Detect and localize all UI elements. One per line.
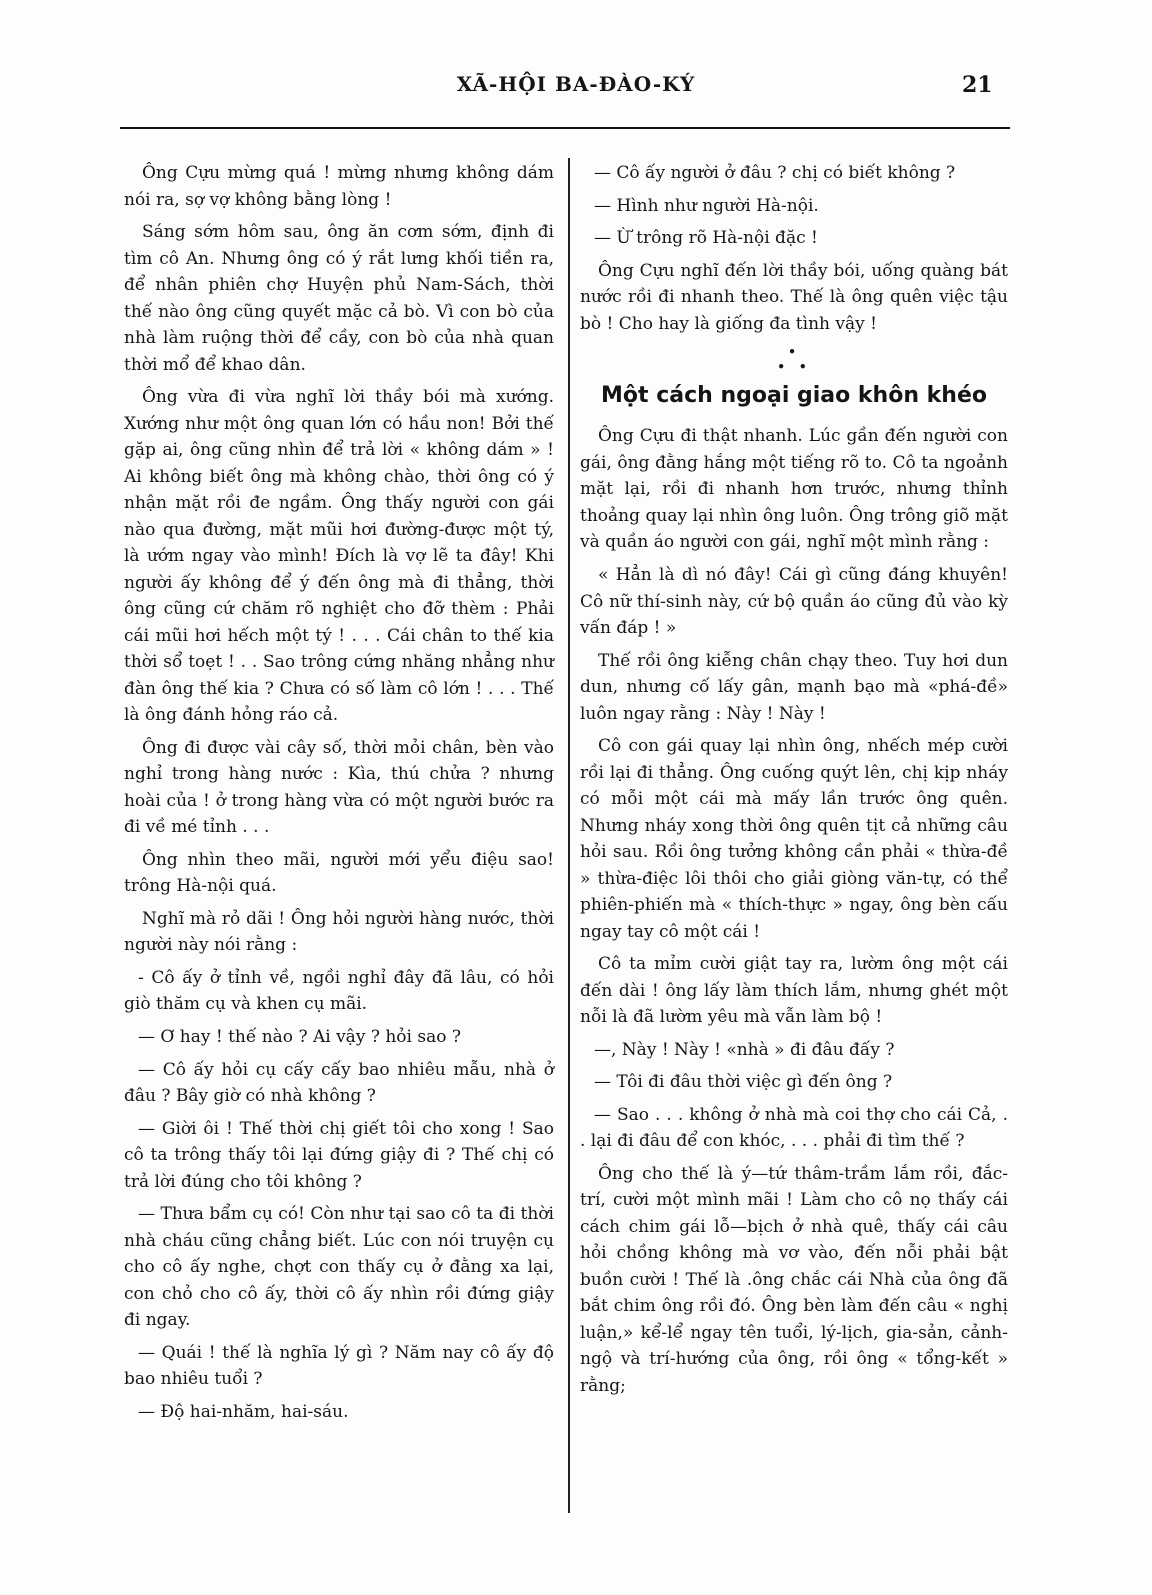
paragraph: Sáng sớm hôm sau, ông ăn cơm sớm, định đi tìm cô An. Nhưng ông có ý rắt lưng khối tiền ra, để nhân phiên chợ Huyện phủ Nam-Sách, thời thế nào ông cũng quyết mặc cả bò. Vì con bò của nhà làm ruộng thời để cầy, con bò của nhà quan thời mổ để khao dân. xyxy=(124,222,554,375)
dialogue-line: — Ơ hay ! thế nào ? Ai vậy ? hỏi sao ? xyxy=(138,1026,461,1047)
dialogue-line: — Độ hai-nhăm, hai-sáu. xyxy=(138,1401,349,1422)
paragraph: « Hẳn là dì nó đây! Cái gì cũng đáng khuyên! Cô nữ thí-sinh này, cứ bộ quần áo cũng đủ vào kỳ vấn đáp ! » xyxy=(580,564,1008,639)
header-rule xyxy=(120,127,1010,129)
paragraph: Ông cho thế là ý—tứ thâm-trầm lắm rồi, đắc-trí, cười một mình mãi ! Làm cho cô nọ thấy cái cách chim gái lỗ—bịch ở nhà quê, thấy cái câu hỏi chồng không mà vơ vào, đến nỗi phải bật buồn cười ! Thế là .ông chắc cái Nhà của ông đã bắt chim ông rồi đó. Ông bèn làm đến câu « nghị luận,» kể-lể ngay tên tuổi, lý-lịch, gia-sản, cảnh-ngộ và trí-hướng của ông, rồi ông « tổng-kết » rằng; xyxy=(580,1163,1008,1396)
dialogue-line: — Sao . . . không ở nhà mà coi thợ cho cái Cả, . . lại đi đâu để con khóc, . . . phải đi tìm thế ? xyxy=(580,1104,1008,1152)
paragraph: Cô con gái quay lại nhìn ông, nhếch mép cười rồi lại đi thẳng. Ông cuống quýt lên, chị kịp nháy có mỗi một cái mà mấy lần trước ông quên. Nhưng nháy xong thời ông quên tịt cả những câu hỏi sau. Rồi ông tưởng không cần phải « thừa-đề » thừa-điệc lôi thôi cho giải giòng văn-tự, có thể phiên-phiến mà « thích-thực » ngay, ông bèn cấu ngay tay cô một cái ! xyxy=(580,736,1008,942)
paragraph: Ông Cựu nghĩ đến lời thầy bói, uống quàng bát nước rồi đi nhanh theo. Thế là ông quên việc tậu bò ! Cho hay là giống đa tình vậy ! xyxy=(580,260,1008,334)
dialogue-line: — Thưa bẩm cụ có! Còn như tại sao cô ta đi thời nhà cháu cũng chẳng biết. Lúc con nói truyện cụ cho cô ấy nghe, chợt con thấy cụ ở đằng xa lại, con chỏ cho cô ấy, thời cô ấy nhìn rồi đứng giậy đi ngay. xyxy=(124,1204,554,1331)
dialogue-line: — Giời ôi ! Thế thời chị giết tôi cho xong ! Sao cô ta trông thấy tôi lại đứng giậy đi ? Thế chị có trả lời đúng cho tôi không ? xyxy=(124,1118,554,1192)
running-head-title: XÃ-HỘI BA-ĐÀO-KÝ xyxy=(456,72,696,96)
paragraph: Ông Cựu mừng quá ! mừng nhưng không dám nói ra, sợ vợ không bằng lòng ! xyxy=(124,163,554,210)
dialogue-line: — Cô ấy hỏi cụ cấy cấy bao nhiêu mẫu, nhà ở đâu ? Bây giờ có nhà không ? xyxy=(124,1059,554,1107)
right-column xyxy=(580,160,1008,1405)
dialogue-line: — Tôi đi đâu thời việc gì đến ông ? xyxy=(594,1072,893,1093)
paragraph: Ông đi được vài cây số, thời mỏi chân, bèn vào nghỉ trong hàng nước : Kìa, thú chửa ? nhưng hoài của ! ở trong hàng vừa có một người bước ra đi về mé tỉnh . . . xyxy=(124,737,554,838)
dialogue-line: — Cô ấy người ở đâu ? chị có biết không ? xyxy=(594,163,956,183)
paragraph: Ông vừa đi vừa nghĩ lời thầy bói mà xướng. Xướng như một ông quan lớn có hầu non! Bởi thế gặp ai, ông cũng nhìn để trả lời « không dám » ! Ai không biết ông mà không chào, thời ông có ý nhận mặt rồi đe ngầm. Ông thấy người con gái nào qua đường, mặt mũi hơi đường-được một tý, là ướm ngay vào mình! Đích là vợ lẽ ta đây! Khi người ấy không để ý đến ông mà đi thẳng, thời ông cũng cứ chăm rõ nghiệt cho đỡ thèm : Phải cái mũi hơi hếch một tý ! . . . Cái chân to thế kia thời sổ toẹt ! . . Sao trông cứng nhăng nhẳng như đàn ông thế kia ? Chưa có số làm cô lớn ! . . . Thế là ông đánh hỏng ráo cả. xyxy=(124,387,554,726)
column-divider xyxy=(568,158,570,1513)
paragraph: Cô ta mỉm cười giật tay ra, lườm ông một cái đến dài ! ông lấy làm thích lắm, nhưng ghét một nỗi là đã lườm yêu mà vẫn làm bộ ! xyxy=(580,954,1008,1028)
dialogue-line: - Cô ấy ở tỉnh về, ngồi nghỉ đây đã lâu, có hỏi giò thăm cụ và khen cụ mãi. xyxy=(124,967,554,1015)
page-number: 21 xyxy=(962,72,993,98)
paragraph: Nghĩ mà rỏ dãi ! Ông hỏi người hàng nước, thời người này nói rằng : xyxy=(124,908,554,956)
section-heading: Một cách ngoại giao khôn khéo xyxy=(601,383,987,409)
dialogue-line: — Quái ! thế là nghĩa lý gì ? Năm nay cô ấy độ bao nhiêu tuổi ? xyxy=(124,1342,554,1390)
left-column xyxy=(124,160,554,1431)
section-break-mark: • • • xyxy=(776,343,812,377)
paragraph: Thế rồi ông kiễng chân chạy theo. Tuy hơi dun dun, nhưng cố lấy gân, mạnh bạo mà «phá-đề» luôn ngay rằng : Này ! Này ! xyxy=(580,650,1008,724)
paragraph: Ông Cựu đi thật nhanh. Lúc gần đến người con gái, ông đằng hắng một tiếng rõ to. Cô ta ngoảnh mặt lại, rồi đi nhanh hơn trước, nhưng thỉnh thoảng quay lại nhìn ông luôn. Ông trông giõ mặt và quần áo người con gái, nghĩ một mình rằng : xyxy=(580,426,1008,553)
paragraph: Ông nhìn theo mãi, người mới yểu điệu sao! trông Hà-nội quá. xyxy=(124,849,554,897)
dialogue-line: —, Này ! Này ! «nhà » đi đâu đấy ? xyxy=(594,1039,895,1060)
dialogue-line: — Hình như người Hà-nội. xyxy=(594,195,819,216)
dialogue-line: — Ừ trông rõ Hà-nội đặc ! xyxy=(594,228,818,249)
